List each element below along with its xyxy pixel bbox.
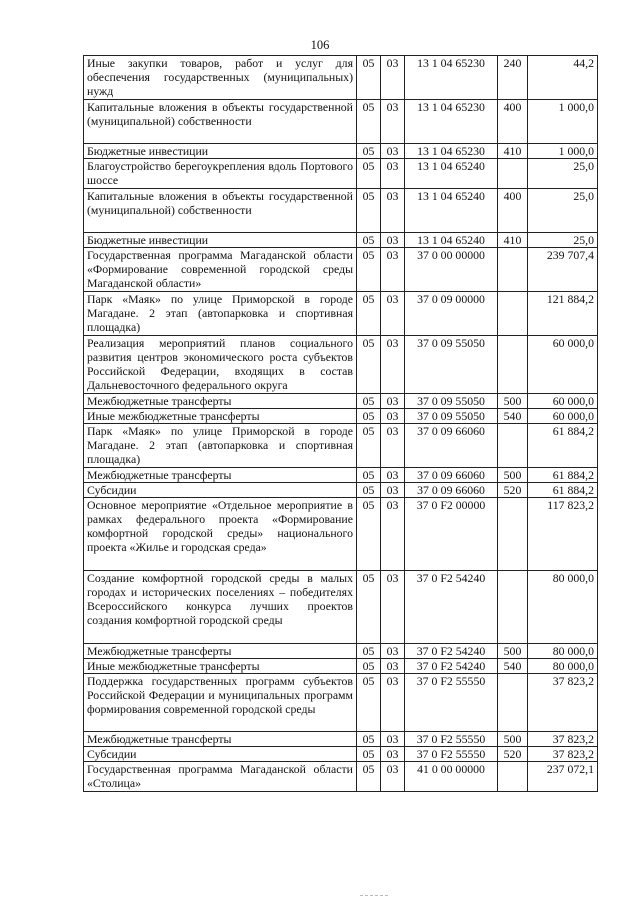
target-article-cell: 37 0 09 66060 (405, 468, 498, 483)
subsection-code-cell: 03 (381, 659, 405, 674)
target-article-cell: 37 0 09 55050 (405, 394, 498, 409)
target-article-cell: 13 1 04 65230 (405, 100, 498, 144)
expense-type-cell: 520 (498, 747, 528, 762)
amount-cell: 37 823,2 (528, 747, 598, 762)
section-code-cell: 05 (357, 100, 381, 144)
subsection-code-cell: 03 (381, 747, 405, 762)
expense-type-cell: 520 (498, 483, 528, 498)
subsection-code-cell: 03 (381, 100, 405, 144)
expense-type-cell (498, 159, 528, 189)
target-article-cell: 13 1 04 65230 (405, 56, 498, 100)
subsection-code-cell: 03 (381, 394, 405, 409)
subsection-code-cell: 03 (381, 56, 405, 100)
table-row (84, 732, 598, 747)
target-article-cell: 37 0 F2 55550 (405, 732, 498, 747)
section-code-cell: 05 (357, 747, 381, 762)
target-article-cell: 37 0 F2 54240 (405, 659, 498, 674)
section-code-cell: 05 (357, 248, 381, 292)
target-article-cell: 13 1 04 65230 (405, 144, 498, 159)
section-code-cell: 05 (357, 659, 381, 674)
subsection-code-cell: 03 (381, 498, 405, 571)
target-article-cell: 13 1 04 65240 (405, 189, 498, 233)
table-row (84, 468, 598, 483)
expense-type-cell: 410 (498, 144, 528, 159)
amount-cell: 239 707,4 (528, 248, 598, 292)
expense-name-cell: Государственная программа Магаданской области «Столица» (84, 762, 357, 792)
section-code-cell: 05 (357, 336, 381, 394)
budget-table-body (84, 56, 598, 792)
expense-type-cell (498, 674, 528, 732)
amount-cell: 1 000,0 (528, 144, 598, 159)
section-code-cell: 05 (357, 483, 381, 498)
expense-name-cell: Создание комфортной городской среды в малых городах и исторических поселениях – победителях Всероссийского конкурса лучших проектов создания комфортной городской среды (84, 571, 357, 644)
subsection-code-cell: 03 (381, 336, 405, 394)
table-row (84, 144, 598, 159)
expense-type-cell: 500 (498, 468, 528, 483)
amount-cell: 60 000,0 (528, 394, 598, 409)
expense-name-cell: Межбюджетные трансферты (84, 732, 357, 747)
expense-name-cell: Капитальные вложения в объекты государственной (муниципальной) собственности (84, 100, 357, 144)
amount-cell: 121 884,2 (528, 292, 598, 336)
table-row (84, 571, 598, 644)
target-article-cell: 41 0 00 00000 (405, 762, 498, 792)
expense-type-cell (498, 424, 528, 468)
amount-cell: 1 000,0 (528, 100, 598, 144)
target-article-cell: 37 0 F2 55550 (405, 747, 498, 762)
section-code-cell: 05 (357, 292, 381, 336)
table-row (84, 747, 598, 762)
expense-name-cell: Иные межбюджетные трансферты (84, 659, 357, 674)
table-row (84, 233, 598, 248)
expense-type-cell: 540 (498, 659, 528, 674)
expense-type-cell (498, 336, 528, 394)
budget-table (83, 55, 598, 792)
section-code-cell: 05 (357, 571, 381, 644)
subsection-code-cell: 03 (381, 144, 405, 159)
target-article-cell: 37 0 09 55050 (405, 409, 498, 424)
amount-cell: 25,0 (528, 233, 598, 248)
section-code-cell: 05 (357, 56, 381, 100)
table-row (84, 659, 598, 674)
amount-cell: 237 072,1 (528, 762, 598, 792)
expense-type-cell: 410 (498, 233, 528, 248)
expense-type-cell: 500 (498, 394, 528, 409)
subsection-code-cell: 03 (381, 424, 405, 468)
target-article-cell: 37 0 F2 54240 (405, 571, 498, 644)
table-row (84, 336, 598, 394)
expense-name-cell: Межбюджетные трансферты (84, 644, 357, 659)
expense-name-cell: Иные закупки товаров, работ и услуг для обеспечения государственных (муниципальных) нужд (84, 56, 357, 100)
expense-type-cell: 500 (498, 644, 528, 659)
table-row (84, 159, 598, 189)
subsection-code-cell: 03 (381, 571, 405, 644)
expense-type-cell: 500 (498, 732, 528, 747)
section-code-cell: 05 (357, 644, 381, 659)
expense-name-cell: Межбюджетные трансферты (84, 468, 357, 483)
subsection-code-cell: 03 (381, 292, 405, 336)
expense-type-cell (498, 248, 528, 292)
amount-cell: 80 000,0 (528, 644, 598, 659)
amount-cell: 25,0 (528, 159, 598, 189)
scan-artifact (360, 895, 388, 897)
section-code-cell: 05 (357, 233, 381, 248)
section-code-cell: 05 (357, 674, 381, 732)
table-row (84, 189, 598, 233)
subsection-code-cell: 03 (381, 468, 405, 483)
expense-type-cell: 400 (498, 100, 528, 144)
table-row (84, 674, 598, 732)
target-article-cell: 37 0 09 00000 (405, 292, 498, 336)
section-code-cell: 05 (357, 409, 381, 424)
expense-name-cell: Благоустройство берегоукрепления вдоль Портового шоссе (84, 159, 357, 189)
section-code-cell: 05 (357, 424, 381, 468)
target-article-cell: 13 1 04 65240 (405, 233, 498, 248)
section-code-cell: 05 (357, 394, 381, 409)
table-row (84, 483, 598, 498)
amount-cell: 60 000,0 (528, 409, 598, 424)
expense-name-cell: Бюджетные инвестиции (84, 144, 357, 159)
table-row (84, 248, 598, 292)
expense-type-cell (498, 498, 528, 571)
section-code-cell: 05 (357, 159, 381, 189)
section-code-cell: 05 (357, 732, 381, 747)
subsection-code-cell: 03 (381, 189, 405, 233)
expense-type-cell (498, 762, 528, 792)
expense-type-cell: 240 (498, 56, 528, 100)
table-row (84, 762, 598, 792)
amount-cell: 61 884,2 (528, 424, 598, 468)
target-article-cell: 37 0 00 00000 (405, 248, 498, 292)
amount-cell: 60 000,0 (528, 336, 598, 394)
target-article-cell: 37 0 F2 54240 (405, 644, 498, 659)
page-number: 106 (310, 38, 330, 52)
expense-name-cell: Государственная программа Магаданской области «Формирование современной городской среды Магаданской области» (84, 248, 357, 292)
subsection-code-cell: 03 (381, 483, 405, 498)
amount-cell: 80 000,0 (528, 571, 598, 644)
expense-type-cell: 540 (498, 409, 528, 424)
subsection-code-cell: 03 (381, 409, 405, 424)
amount-cell: 61 884,2 (528, 468, 598, 483)
expense-name-cell: Бюджетные инвестиции (84, 233, 357, 248)
expense-name-cell: Межбюджетные трансферты (84, 394, 357, 409)
subsection-code-cell: 03 (381, 159, 405, 189)
expense-name-cell: Капитальные вложения в объекты государственной (муниципальной) собственности (84, 189, 357, 233)
table-row (84, 56, 598, 100)
expense-type-cell: 400 (498, 189, 528, 233)
target-article-cell: 37 0 F2 55550 (405, 674, 498, 732)
expense-name-cell: Парк «Маяк» по улице Приморской в городе Магадане. 2 этап (автопарковка и спортивная площадка) (84, 424, 357, 468)
subsection-code-cell: 03 (381, 248, 405, 292)
table-row (84, 409, 598, 424)
section-code-cell: 05 (357, 468, 381, 483)
amount-cell: 117 823,2 (528, 498, 598, 571)
table-row (84, 644, 598, 659)
expense-name-cell: Субсидии (84, 483, 357, 498)
target-article-cell: 13 1 04 65240 (405, 159, 498, 189)
section-code-cell: 05 (357, 498, 381, 571)
expense-name-cell: Реализация мероприятий планов социального развития центров экономического роста субъектов Российской Федерации, входящих в состав Дальневосточного федерального округа (84, 336, 357, 394)
subsection-code-cell: 03 (381, 732, 405, 747)
table-row (84, 498, 598, 571)
amount-cell: 61 884,2 (528, 483, 598, 498)
subsection-code-cell: 03 (381, 233, 405, 248)
expense-name-cell: Поддержка государственных программ субъектов Российской Федерации и муниципальных программ формирования современной городской среды (84, 674, 357, 732)
amount-cell: 80 000,0 (528, 659, 598, 674)
expense-type-cell (498, 292, 528, 336)
amount-cell: 37 823,2 (528, 674, 598, 732)
amount-cell: 25,0 (528, 189, 598, 233)
subsection-code-cell: 03 (381, 762, 405, 792)
target-article-cell: 37 0 09 55050 (405, 336, 498, 394)
target-article-cell: 37 0 09 66060 (405, 483, 498, 498)
table-row (84, 100, 598, 144)
table-row (84, 394, 598, 409)
section-code-cell: 05 (357, 762, 381, 792)
section-code-cell: 05 (357, 144, 381, 159)
subsection-code-cell: 03 (381, 674, 405, 732)
target-article-cell: 37 0 09 66060 (405, 424, 498, 468)
subsection-code-cell: 03 (381, 644, 405, 659)
amount-cell: 44,2 (528, 56, 598, 100)
table-row (84, 424, 598, 468)
target-article-cell: 37 0 F2 00000 (405, 498, 498, 571)
section-code-cell: 05 (357, 189, 381, 233)
expense-name-cell: Парк «Маяк» по улице Приморской в городе Магадане. 2 этап (автопарковка и спортивная площадка) (84, 292, 357, 336)
expense-name-cell: Иные межбюджетные трансферты (84, 409, 357, 424)
table-row (84, 292, 598, 336)
amount-cell: 37 823,2 (528, 732, 598, 747)
expense-type-cell (498, 571, 528, 644)
expense-name-cell: Основное мероприятие «Отдельное мероприятие в рамках федерального проекта «Формирование комфортной городской среды» национального проекта «Жилье и городская среда» (84, 498, 357, 571)
expense-name-cell: Субсидии (84, 747, 357, 762)
